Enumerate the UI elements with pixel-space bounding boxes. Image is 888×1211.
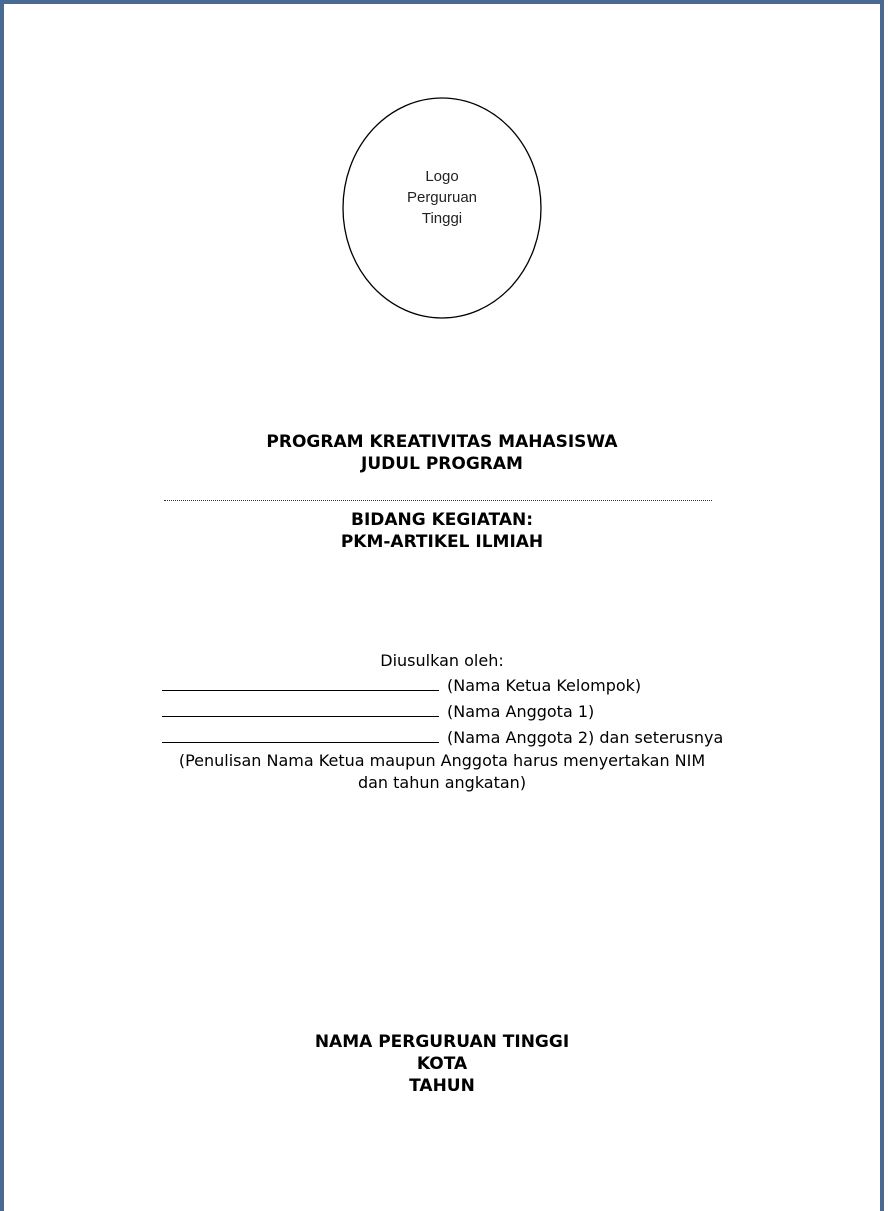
name-blank-line <box>162 726 439 743</box>
name-blank-line <box>162 674 439 691</box>
proposers-heading: Diusulkan oleh: <box>380 651 504 670</box>
logo-placeholder <box>341 96 543 320</box>
logo-text-line: Logo <box>425 168 459 185</box>
field-block <box>0 509 884 553</box>
note-block <box>0 750 884 794</box>
note-line: (Penulisan Nama Ketua maupun Anggota harus menyertakan NIM <box>178 751 706 770</box>
institution-name: NAMA PERGURUAN TINGGI <box>314 1032 570 1052</box>
title-block <box>0 431 884 475</box>
footer-block <box>0 1031 884 1097</box>
member-label: (Nama Ketua Kelompok) <box>447 676 642 695</box>
city-name: KOTA <box>416 1054 468 1074</box>
title-dotted-line <box>164 490 712 501</box>
member-label: (Nama Anggota 1) <box>447 702 595 721</box>
name-blank-line <box>162 700 439 717</box>
logo-text <box>341 166 543 229</box>
member-row <box>162 674 641 697</box>
member-row <box>162 700 594 723</box>
note-line: dan tahun angkatan) <box>357 773 527 792</box>
field-value: PKM-ARTIKEL ILMIAH <box>340 532 544 552</box>
proposers-heading-block <box>0 650 884 672</box>
year-text: TAHUN <box>409 1076 475 1096</box>
program-subtitle: JUDUL PROGRAM <box>361 454 523 474</box>
program-title: PROGRAM KREATIVITAS MAHASISWA <box>266 432 618 452</box>
logo-text-line: Tinggi <box>421 210 463 227</box>
member-row <box>162 726 723 749</box>
member-label: (Nama Anggota 2) dan seterusnya <box>447 728 724 747</box>
logo-text-line: Perguruan <box>406 189 478 206</box>
field-label: BIDANG KEGIATAN: <box>350 510 533 530</box>
